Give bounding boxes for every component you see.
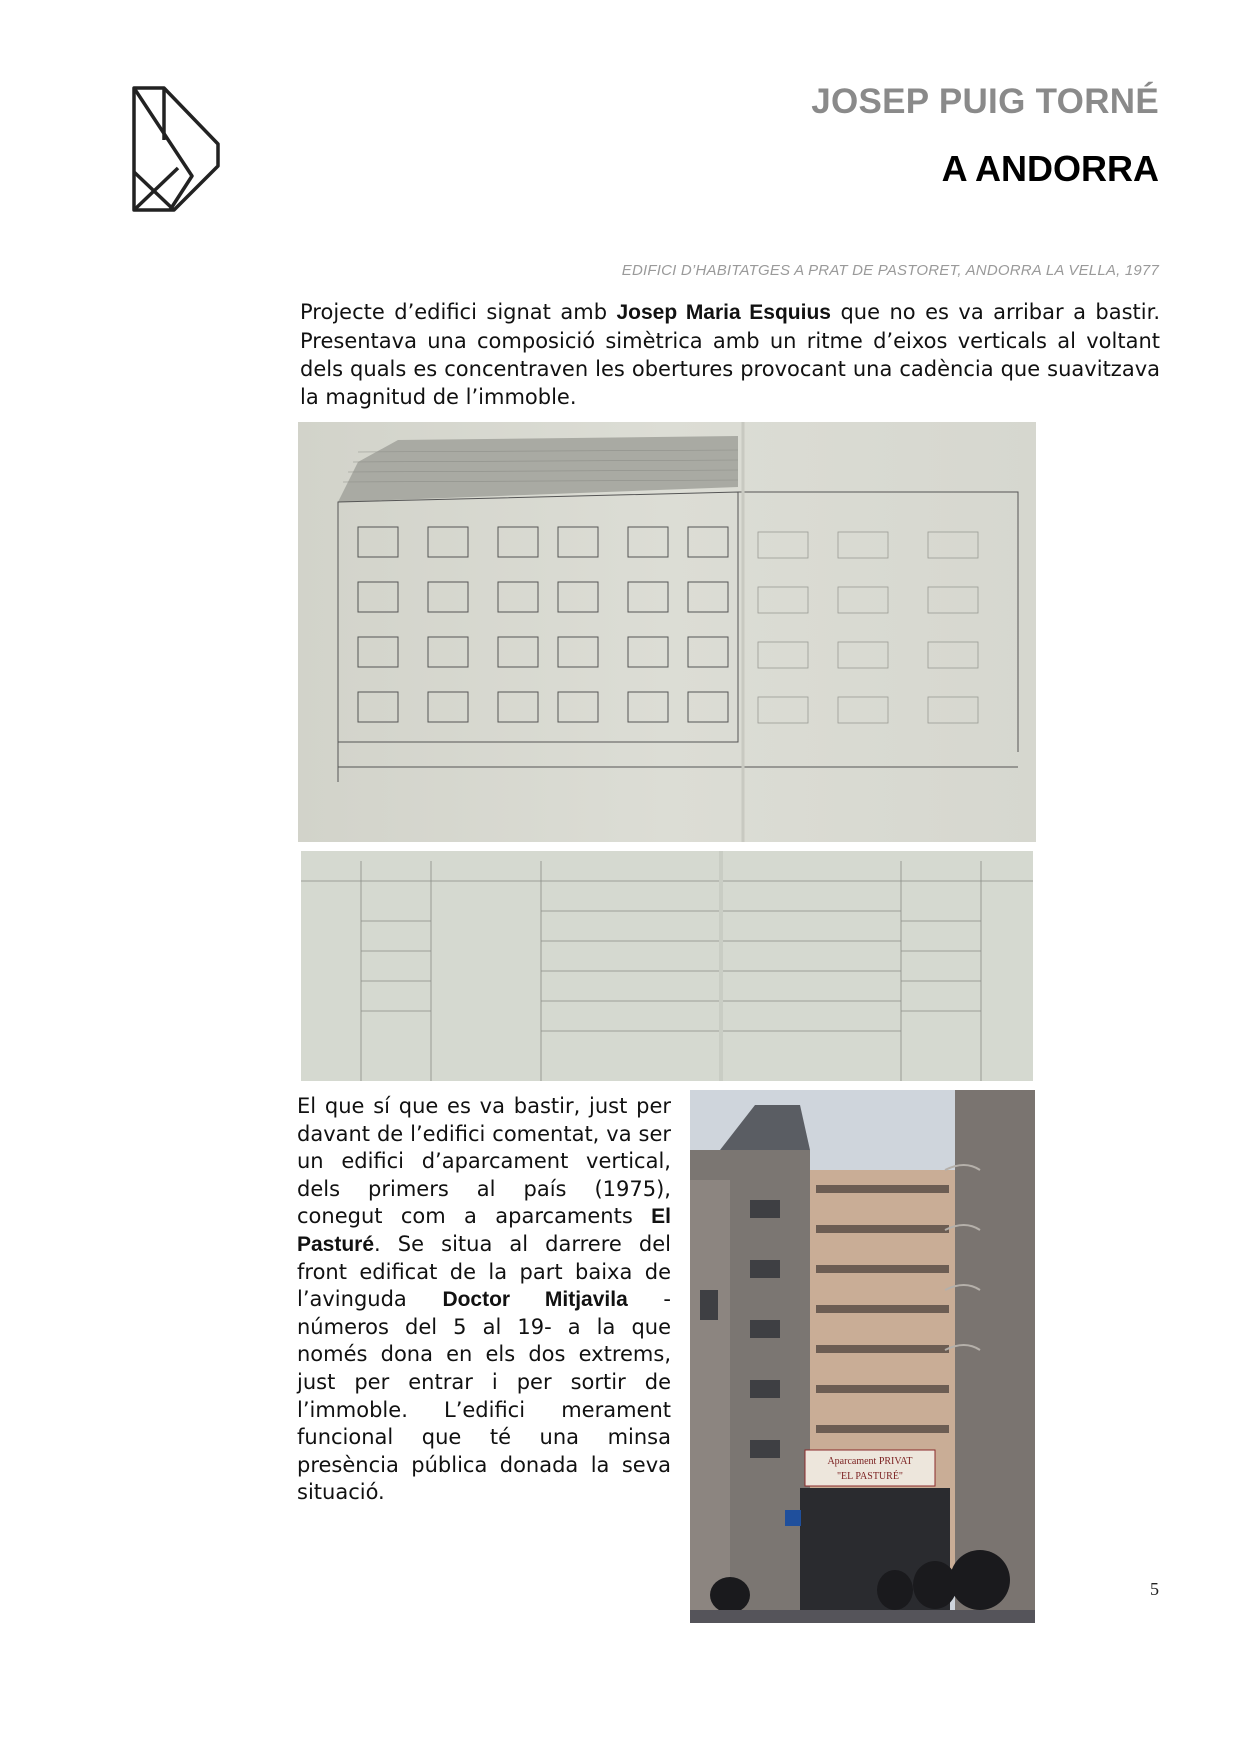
parking-sign-line1: Aparcament PRIVAT xyxy=(827,1456,913,1467)
parking-building-photo xyxy=(690,1090,1035,1623)
elevation-drawing-photo xyxy=(298,422,1036,842)
intro-text-2: que no es va arribar a bastir. Presentava una composició simètrica amb un ritme d’eixos verticals al voltant dels quals es concentraven les obertures provocant una cadència que suavitzava la magnitud de l’immoble. xyxy=(300,300,1160,409)
parking-text-1: El que sí que es va bastir, just per davant de l’edifici comentat, va ser un edifici d’aparcament vertical, dels primers al país (1975), conegut com a aparcaments xyxy=(297,1094,671,1229)
place-heading: A ANDORRA xyxy=(941,148,1159,189)
page-number: 5 xyxy=(1150,1579,1159,1599)
architect-name: Josep Maria Esquius xyxy=(616,301,831,324)
intro-text-1: Projecte d’edifici signat amb xyxy=(300,300,617,324)
intro-paragraph xyxy=(300,298,1160,411)
parking-name: El Pasturé xyxy=(297,1205,671,1256)
street-name: Doctor Mitjavila xyxy=(442,1288,628,1312)
author-heading: JOSEP PUIG TORNÉ xyxy=(811,82,1159,121)
elevation-drawing-lower-photo xyxy=(301,851,1033,1081)
parking-text-3: -números del 5 al 19- a la que només dona en els dos extrems, just per entrar i per sortir de l’immoble. L’edifici merament funcional que té una minsa presència pública donada la seva situació. xyxy=(297,1287,671,1505)
section-caption: EDIFICI D’HABITATGES A PRAT DE PASTORET, ANDORRA LA VELLA, 1977 xyxy=(621,262,1159,279)
parking-text-2: . Se situa al darrere del front edificat de la part baixa de l’avinguda xyxy=(297,1231,671,1312)
logo-icon xyxy=(130,84,222,214)
parking-paragraph xyxy=(297,1093,671,1507)
parking-sign-line2: "EL PASTURÉ" xyxy=(836,1471,904,1482)
